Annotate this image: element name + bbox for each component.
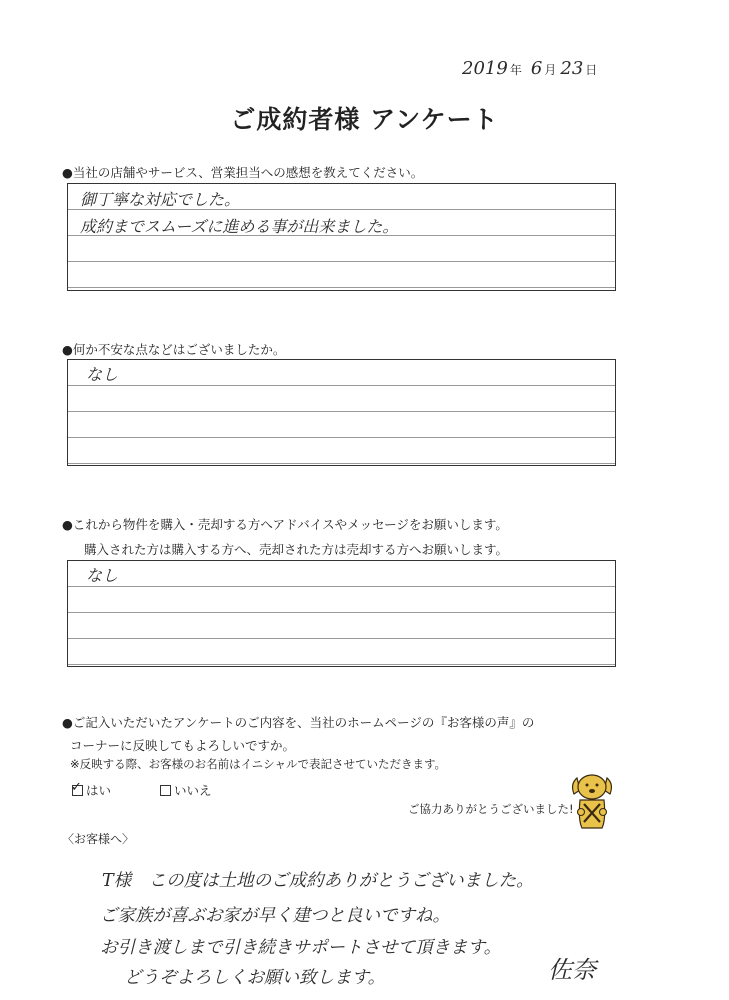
q3-answer-box xyxy=(67,560,616,667)
q4-question-line-2: コーナーに反映してもよろしいですか。 xyxy=(70,738,296,753)
date-day-unit: 日 xyxy=(585,63,598,77)
thanks-text: ご協力ありがとうございました! xyxy=(408,802,574,816)
no-checkbox[interactable] xyxy=(160,785,171,796)
q3-answer-line-1: なし xyxy=(86,566,119,585)
customer-message-line-4: どうぞよろしくお願い致します。 xyxy=(124,968,386,988)
q2-answer-box xyxy=(67,359,616,466)
q4-question-line-1: ●ご記入いただいたアンケートのご内容を、当社のホームページの『お客様の声』の xyxy=(62,715,535,730)
q4-note: ※反映する際、お客様のお名前はイニシャルで表記させていただきます。 xyxy=(70,757,447,771)
q2-question: ●何か不安な点などはございましたか。 xyxy=(62,342,286,357)
page-title: ご成約者様 アンケート xyxy=(230,105,499,134)
q3-note: 購入された方は購入する方へ、売却された方は売却する方へお願いします。 xyxy=(84,542,509,557)
check-mark-icon: ✓ xyxy=(71,780,82,795)
q1-question: ●当社の店舗やサービス、営業担当への感想を教えてください。 xyxy=(62,165,424,180)
option-no[interactable] xyxy=(160,781,212,799)
dog-mascot-icon xyxy=(568,770,616,832)
option-no-label: いいえ xyxy=(174,783,212,798)
q1-answer-box xyxy=(67,183,616,291)
q1-answer-line-2: 成約までスムーズに進める事が出来ました。 xyxy=(80,217,399,236)
staff-signature: 佐奈 xyxy=(548,956,596,984)
date-day: 23 xyxy=(560,58,584,79)
date-year-unit: 年 xyxy=(509,63,522,77)
customer-message-heading: 〈お客様へ〉 xyxy=(62,832,135,846)
q2-answer-line-1: なし xyxy=(86,365,119,384)
q3-question: ●これから物件を購入・売却する方へアドバイスやメッセージをお願いします。 xyxy=(62,517,508,532)
yes-checkbox[interactable] xyxy=(71,780,83,796)
customer-message-line-2: ご家族が喜ぶお家が早く建つと良いですね。 xyxy=(100,906,450,926)
date-month: 6 xyxy=(530,58,543,79)
option-yes-label: はい xyxy=(86,783,112,798)
option-yes[interactable] xyxy=(72,781,111,799)
date-month-unit: 月 xyxy=(544,63,557,77)
date-year: 2019 xyxy=(462,58,508,79)
survey-date xyxy=(462,58,601,79)
customer-message-line-1: T様 この度は土地のご成約ありがとうございました。 xyxy=(102,871,534,891)
customer-message-line-3: お引き渡しまで引き続きサポートさせて頂きます。 xyxy=(100,938,502,958)
q1-answer-line-1: 御丁寧な対応でした。 xyxy=(80,190,241,209)
